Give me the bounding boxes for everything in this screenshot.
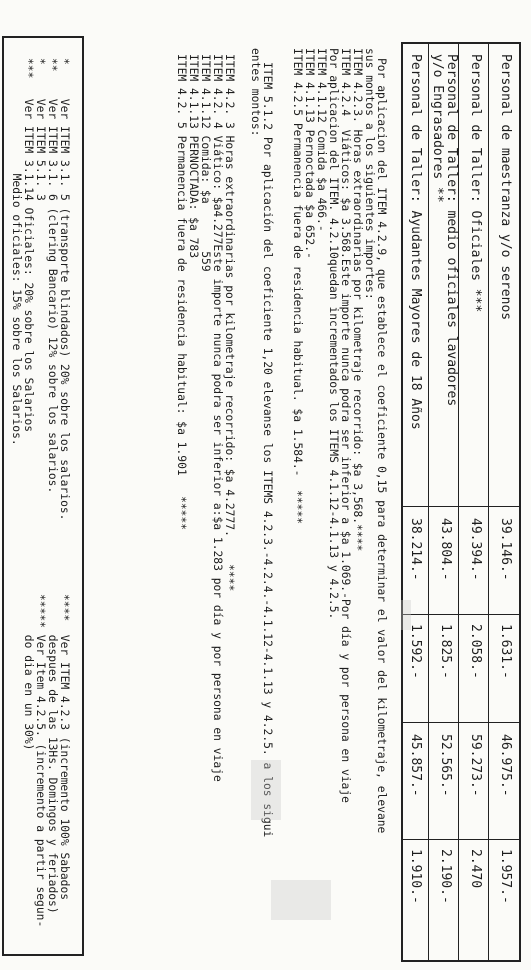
footnote-line: ** Ver ITEM 3.1. 6 (clering Bancario) 12% sobre los salarios. bbox=[46, 58, 59, 494]
footnote-line: do dia en un 30%) bbox=[22, 594, 35, 751]
scan-smudge bbox=[251, 760, 281, 820]
text-line: ITEM 4.2. 5 Permanencia fuera de residencia habitual: $a 1.901 ***** bbox=[175, 54, 188, 531]
cell-value: 1.957.- bbox=[498, 849, 513, 904]
table-row bbox=[458, 44, 489, 960]
scan-smudge bbox=[271, 880, 331, 920]
cell-value: 1.825.- bbox=[438, 624, 453, 679]
footnote-line: despues de las 13Hs. Domingos y feriados) bbox=[46, 594, 59, 914]
cell-value: 45.857.- bbox=[408, 734, 423, 797]
text-line: Por aplicacion del ITEM. 4.2.10quedan incrementados los ITEMS 4.1.12-4.1.13 y 4.2.5. bbox=[327, 48, 340, 620]
text-line: ITEM 4.1.13 Pernoctada $a 652.- bbox=[303, 48, 316, 259]
text-line: ITEM 4.2.4 Viáticos: $a 3.568.Este importe nunca podra ser inferior a $a 1.069.-Por día y por persona en viaje bbox=[339, 48, 352, 803]
cell-value: 2.058.- bbox=[468, 624, 483, 679]
cell-value: 1.592.- bbox=[408, 624, 423, 679]
scan-smudge bbox=[401, 600, 411, 630]
cell-value: 2.190.- bbox=[438, 849, 453, 904]
footnote-line: * Ver ITEM 5.1. 3 bbox=[34, 58, 47, 201]
text-line: ITEM 4.1.12 Comida: $a 559 bbox=[199, 54, 212, 272]
cell-value: 1.910.- bbox=[408, 849, 423, 904]
table-row bbox=[428, 44, 459, 960]
footnote-line: ***** Ver Item 4.2.5. (incremento a partir segun- bbox=[34, 594, 47, 928]
cell-value: 38.214.- bbox=[408, 518, 423, 581]
footnote-line: Medio oficiales: 15% sobre los Salarios. bbox=[10, 58, 23, 446]
text-line: ITEM 4.2.5 Permanencia fuera de residencia habitual. $a 1.584.- ***** bbox=[291, 48, 304, 525]
text-line: Por aplicacion del ITEM 4.2.9, que establece el coeficiente 0,15 para determinar el valor del kilometraje, elevane bbox=[375, 58, 388, 834]
cell-value: 46.975.- bbox=[498, 734, 513, 797]
cell-value: 39.146.- bbox=[498, 518, 513, 581]
footnote-line: *** Ver ITEM 3.1.14 Oficiales: 20% sobre los Salarios bbox=[22, 58, 35, 433]
text-line: entes montos: bbox=[249, 48, 262, 137]
row-label-continued: y/o Engrasadores ** bbox=[430, 54, 445, 203]
row-label: Personal de Taller: Ayudantes Mayores de 18 Años bbox=[408, 54, 423, 430]
text-line: ITEM 4.2.3. Horas extraordinarias por kilometraje recorrido: $a 3,568.**** bbox=[351, 48, 364, 552]
cell-value: 2.470 bbox=[468, 849, 483, 889]
table-row bbox=[403, 44, 429, 960]
cell-value: 52.565.- bbox=[438, 734, 453, 797]
footnote-line: **** Ver ITEM 4.2.3 (incremento 100% Sabados bbox=[58, 594, 71, 901]
footnotes-box bbox=[2, 36, 84, 956]
text-line: ITEM 5.1.2 Por aplicación del coeficiente 1,20 elevanse los ITEMS 4.2.3.-4.2.4.-4.1.12-4.1.13 y 4.2.5. a los sigui bbox=[261, 62, 274, 838]
cell-value: 43.804.- bbox=[438, 518, 453, 581]
text-line: sus montos a los siguientes importes: bbox=[363, 48, 376, 300]
cell-value: 59.273.- bbox=[468, 734, 483, 797]
text-line: ITEM 4.1.12 Comida $a 466.- bbox=[315, 48, 328, 232]
row-label: Personal de maestranza y/o serenos bbox=[498, 54, 513, 321]
text-line: ITEM 4.1.13 PERNOCTADA: $a 783 bbox=[187, 54, 200, 259]
text-line: ITEM 4.2. 3 Horas extraordinarias por kilometraje recorrido: $a 4.2777. **** bbox=[223, 54, 236, 592]
salary-table bbox=[401, 42, 521, 962]
cell-value: 1.631.- bbox=[498, 624, 513, 679]
footnote-line: * Ver ITEM 3.1. 5 (transporte blindados) 20% sobre los salarios. bbox=[58, 58, 71, 521]
row-label: Personal de Taller: medio oficiales lavadores bbox=[444, 54, 459, 407]
text-line: ITEM 4.2. 4 Viático: $a4.277Este importe nunca podra ser inferior a:$a 1.283 por día y por persona en viaje bbox=[211, 54, 224, 782]
row-label: Personal de Taller: Oficiales *** bbox=[468, 54, 483, 313]
table-row bbox=[488, 44, 519, 960]
cell-value: 49.394.- bbox=[468, 518, 483, 581]
